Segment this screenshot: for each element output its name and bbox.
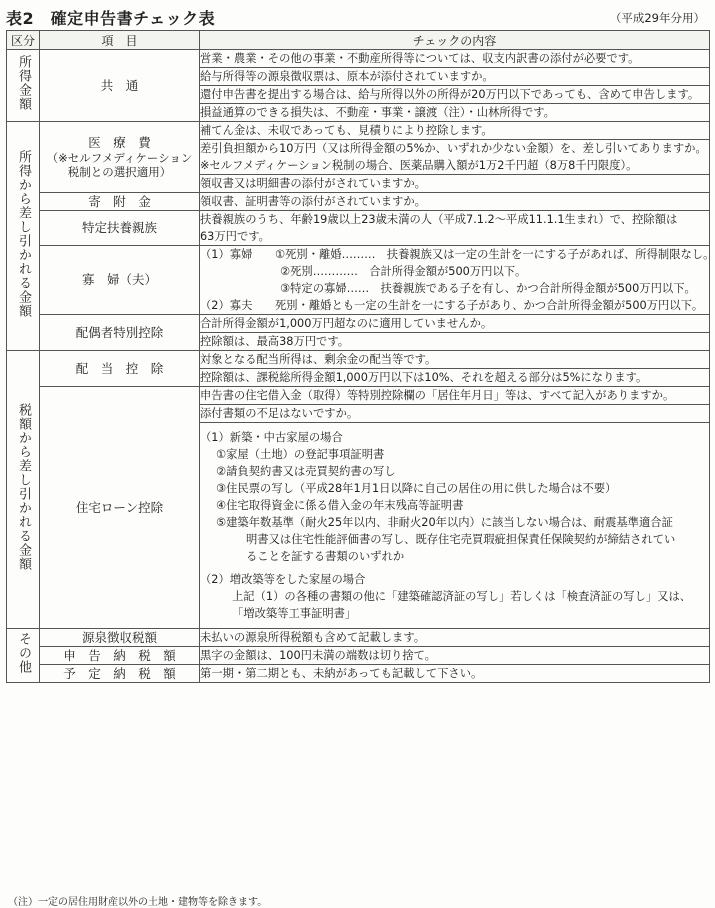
table-row xyxy=(7,351,710,369)
item-gensen: 源泉徴収税額 xyxy=(40,629,200,647)
section-other: その他 xyxy=(7,629,40,683)
check-cell: 損益通算のできる損失は、不動産・事業・譲渡（注）・山林所得です。 xyxy=(200,104,710,122)
check-cell: 差引負担額から10万円（又は所得金額の5%か、いずれか少ない金額）を、差し引いてありますか。 ※セルフメディケーション税制の場合、医薬品購入額が1万2千円超（8万8千円限度）。 xyxy=(200,140,710,175)
item-iryo: 医 療 費 （※セルフメディケーション 税制との選択適用） xyxy=(40,122,200,193)
section-income: 所得金額 xyxy=(7,50,40,122)
check-cell: 添付書類の不足はないですか。 xyxy=(200,405,710,423)
table-row xyxy=(7,193,710,211)
check-cell: 扶養親族のうち、年齢19歳以上23歳未満の人（平成7.1.2～平成11.1.1生まれ）で、控除額は 63万円です。 xyxy=(200,211,710,246)
check-cell: 営業・農業・その他の事業・不動産所得等については、収支内訳書の添付が必要です。 xyxy=(200,50,710,68)
table-row xyxy=(7,246,710,315)
check-cell: 未払いの源泉所得税額も含めて記載します。 xyxy=(200,629,710,647)
item-kafu: 寡 婦（夫） xyxy=(40,246,200,315)
item-haigu: 配偶者特別控除 xyxy=(40,315,200,351)
item-jutaku: 住宅ローン控除 xyxy=(40,387,200,629)
check-cell: 合計所得金額が1,000万円超なのに適用していませんか。 xyxy=(200,315,710,333)
check-cell: 第一期・第二期とも、未納があっても記載して下さい。 xyxy=(200,665,710,683)
page-title: 表2 確定申告書チェック表 xyxy=(6,9,216,28)
item-haito: 配 当 控 除 xyxy=(40,351,200,387)
table-header-row xyxy=(7,31,710,50)
check-cell: 補てん金は、未収であっても、見積りにより控除します。 xyxy=(200,122,710,140)
footnote: （注）一定の居住用財産以外の土地・建物等を除きます。 xyxy=(8,897,268,908)
check-cell: 控除額は、最高38万円です。 xyxy=(200,333,710,351)
check-cell: （1）寡婦 ①死別・離婚……… 扶養親族又は一定の生計を一にする子があれば、所得制限なし。 ②死別………… 合計所得金額が500万円以下。 ③特定の寡婦…… 扶養親族である子を有し、かつ合計所得金額が500万円以下。 （2）寡夫 死別・離婚とも一定の生計を一にする子があり、かつ合計所得金額が500万円以下。 xyxy=(200,246,710,315)
check-cell: 控除額は、課税総所得金額1,000万円以下は10%、それを超える部分は5%になります。 xyxy=(200,369,710,387)
table-row xyxy=(7,315,710,333)
table-row xyxy=(7,665,710,683)
year-note: （平成29年分用） xyxy=(609,11,705,25)
table-row xyxy=(7,211,710,246)
header-section: 区分 xyxy=(7,31,40,50)
check-cell: 対象となる配当所得は、剰余金の配当等です。 xyxy=(200,351,710,369)
check-cell: 黒字の金額は、100円未満の端数は切り捨て。 xyxy=(200,647,710,665)
check-cell: 領収書又は明細書の添付がされていますか。 xyxy=(200,175,710,193)
check-cell: 領収書、証明書等の添付がされていますか。 xyxy=(200,193,710,211)
check-table xyxy=(6,30,715,683)
item-tokutei: 特定扶養親族 xyxy=(40,211,200,246)
item-yotei: 予 定 納 税 額 xyxy=(40,665,200,683)
table-row xyxy=(7,387,710,405)
header-check: チェックの内容 xyxy=(200,31,710,50)
table-row xyxy=(7,122,710,140)
table-row xyxy=(7,647,710,665)
check-cell: 申告書の住宅借入金（取得）等特別控除欄の「居住年月日」等は、すべて記入がありますか。 xyxy=(200,387,710,405)
item-shinkoku: 申 告 納 税 額 xyxy=(40,647,200,665)
item-kifu: 寄 附 金 xyxy=(40,193,200,211)
check-cell: （1）新築・中古家屋の場合 ①家屋（土地）の登記事項証明書 ②請負契約書又は売買契約書の写し ③住民票の写し（平成28年1月1日以降に自己の居住の用に供した場合は不要） ④住宅取得資金に係る借入金の年末残高等証明書 ⑤建築年数基準（耐火25年以内、非耐火20年以内）に該当しない場合は、耐震基準適合証 明書又は住宅性能評価書の写し、既存住宅売買瑕疵担保責任保険契約が締結されてい ることを証する書類のいずれか （2）増改築等をした家屋の場合 上記（1）の各種の書類の他に「建築確認済証の写し」若しくは「検査済証の写し」又は、 「増改築等工事証明書」 xyxy=(200,423,710,629)
item-kyotsu: 共 通 xyxy=(40,50,200,122)
table-row xyxy=(7,629,710,647)
section-deduction-tax: 税額から差し引かれる金額 xyxy=(7,351,40,629)
section-deduction-income: 所得から差し引かれる金額 xyxy=(7,122,40,351)
table-row xyxy=(7,50,710,68)
header-item: 項 目 xyxy=(40,31,200,50)
header xyxy=(6,6,709,28)
check-cell: 給与所得等の源泉徴収票は、原本が添付されていますか。 xyxy=(200,68,710,86)
check-cell: 還付申告書を提出する場合は、給与所得以外の所得が20万円以下であっても、含めて申告します。 xyxy=(200,86,710,104)
